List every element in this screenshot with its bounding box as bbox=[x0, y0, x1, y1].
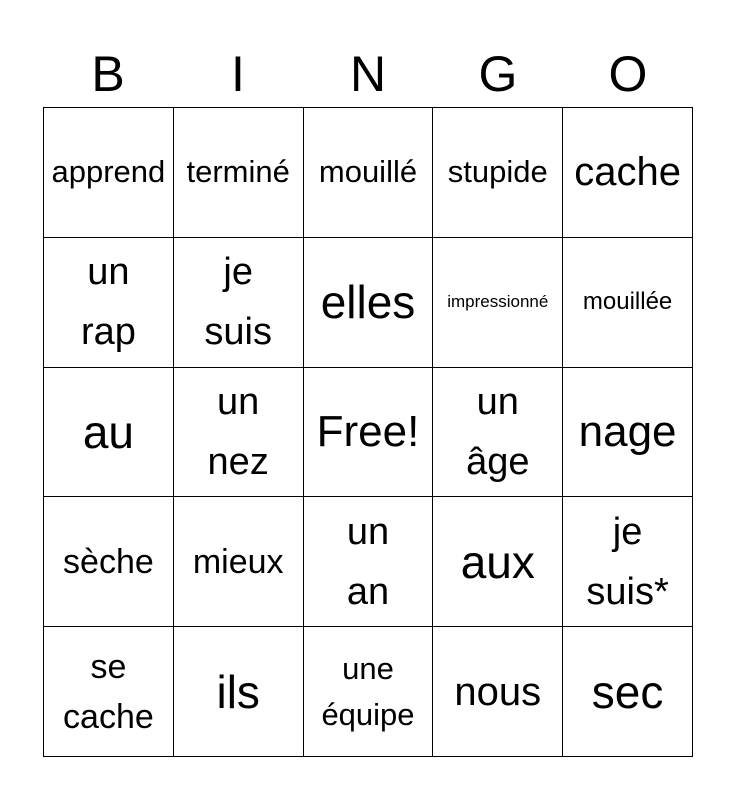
cell-text: aux bbox=[460, 535, 535, 588]
bingo-cell[interactable] bbox=[433, 627, 563, 757]
bingo-cell[interactable] bbox=[304, 368, 434, 498]
cell-text: se cache bbox=[63, 647, 154, 736]
header-letter-g: G bbox=[478, 46, 518, 102]
cell-text: je suis* bbox=[586, 510, 669, 613]
bingo-cell[interactable] bbox=[44, 627, 174, 757]
cell-text: au bbox=[82, 405, 134, 458]
bingo-cell[interactable] bbox=[563, 627, 693, 757]
bingo-grid bbox=[43, 107, 693, 757]
bingo-cell[interactable] bbox=[304, 108, 434, 238]
cell-text: ils bbox=[216, 665, 260, 718]
cell-text: cache bbox=[574, 150, 681, 195]
bingo-header bbox=[43, 44, 693, 104]
bingo-cell[interactable] bbox=[174, 368, 304, 498]
cell-text: stupide bbox=[447, 154, 548, 190]
header-letter-i: I bbox=[231, 46, 245, 102]
bingo-cell[interactable] bbox=[433, 108, 563, 238]
bingo-cell[interactable] bbox=[433, 238, 563, 368]
bingo-cell[interactable] bbox=[563, 497, 693, 627]
cell-text: sec bbox=[591, 665, 664, 718]
bingo-cell[interactable] bbox=[563, 108, 693, 238]
bingo-cell[interactable] bbox=[563, 238, 693, 368]
header-letter-b: B bbox=[91, 46, 125, 102]
bingo-cell[interactable] bbox=[563, 368, 693, 498]
bingo-cell[interactable] bbox=[174, 108, 304, 238]
bingo-cell[interactable] bbox=[174, 497, 304, 627]
cell-text: un âge bbox=[466, 380, 530, 483]
cell-text: une équipe bbox=[321, 650, 415, 732]
cell-text: elles bbox=[320, 276, 416, 329]
bingo-cell[interactable] bbox=[44, 497, 174, 627]
bingo-cell[interactable] bbox=[174, 627, 304, 757]
cell-text: un nez bbox=[207, 380, 269, 483]
cell-text: nage bbox=[578, 406, 677, 456]
free-space: Free! bbox=[316, 406, 420, 456]
cell-text: sèche bbox=[63, 542, 154, 581]
bingo-cell[interactable] bbox=[174, 238, 304, 368]
bingo-cell[interactable] bbox=[44, 108, 174, 238]
cell-text: un an bbox=[346, 510, 390, 613]
bingo-cell[interactable] bbox=[433, 497, 563, 627]
bingo-cell[interactable] bbox=[44, 238, 174, 368]
cell-text: nous bbox=[454, 669, 542, 714]
cell-text: impressionné bbox=[447, 292, 549, 312]
cell-text: je suis bbox=[204, 251, 272, 354]
bingo-cell[interactable] bbox=[304, 497, 434, 627]
cell-text: terminé bbox=[186, 154, 290, 190]
bingo-cell[interactable] bbox=[44, 368, 174, 498]
cell-text: un rap bbox=[80, 251, 136, 354]
header-letter-o: O bbox=[608, 46, 648, 102]
header-letter-n: N bbox=[349, 46, 387, 102]
bingo-cell[interactable] bbox=[304, 238, 434, 368]
cell-text: mouillé bbox=[318, 154, 418, 190]
bingo-cell[interactable] bbox=[304, 627, 434, 757]
cell-text: mouillée bbox=[582, 288, 673, 316]
cell-text: apprend bbox=[51, 154, 166, 190]
cell-text: mieux bbox=[192, 542, 284, 581]
bingo-cell[interactable] bbox=[433, 368, 563, 498]
